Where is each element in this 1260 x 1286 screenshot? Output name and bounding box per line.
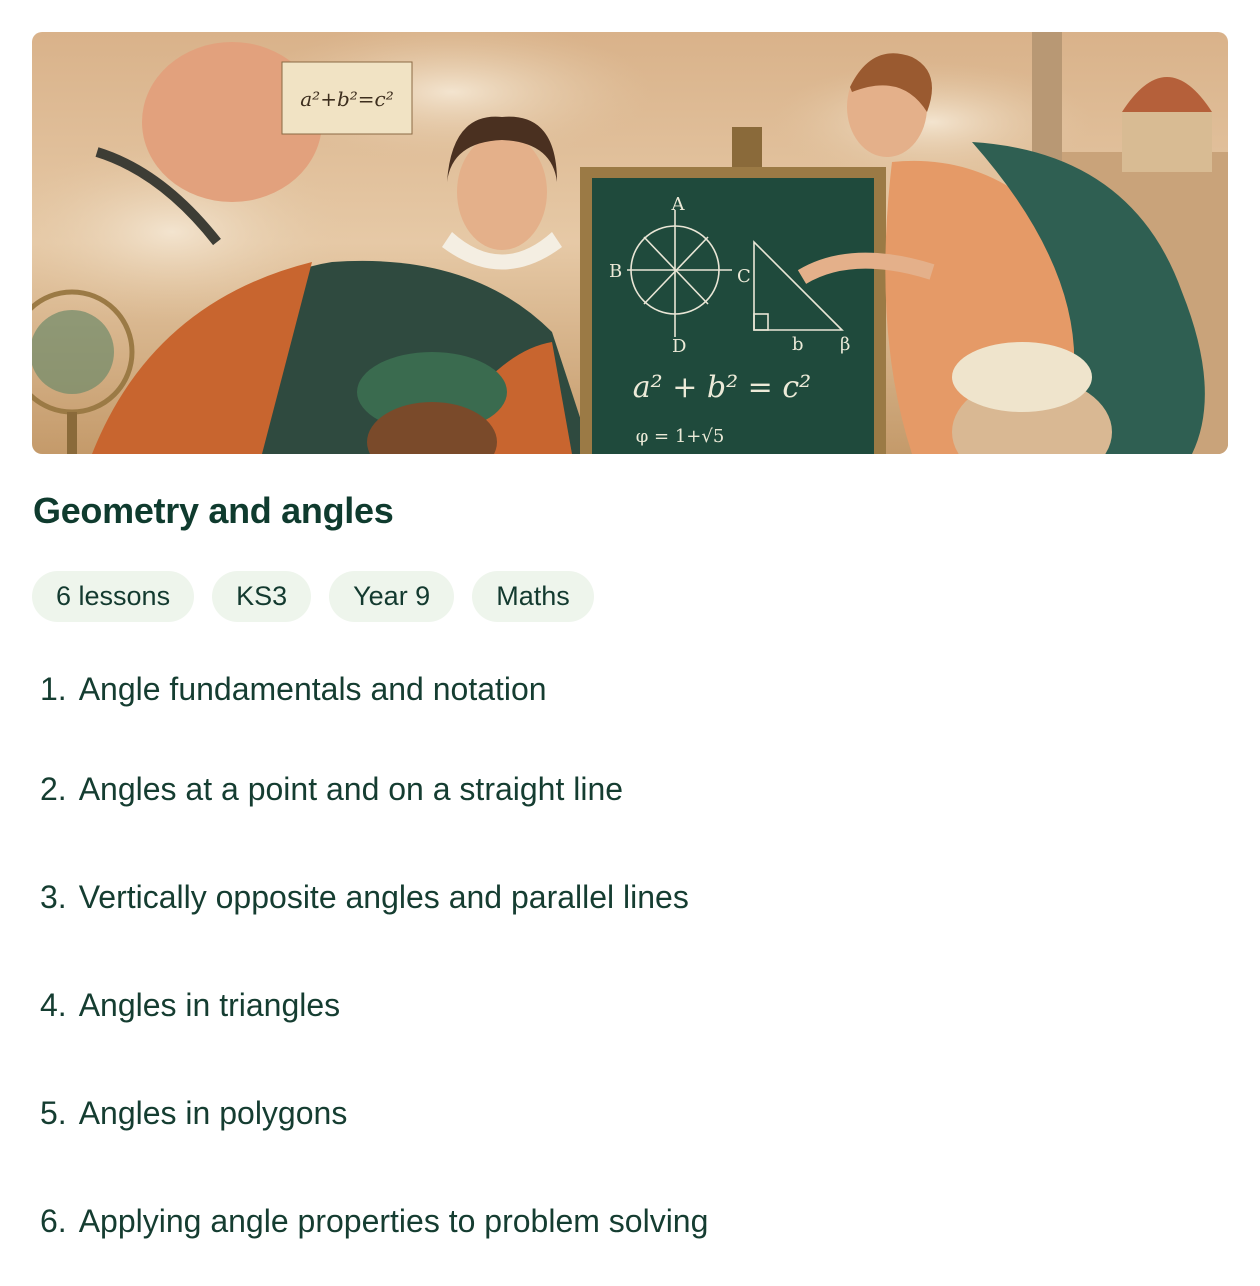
lesson-title: Angles in triangles — [78, 987, 341, 1023]
lesson-number: 3. — [40, 879, 67, 915]
sign-formula: a²+b²=c² — [300, 87, 394, 111]
lesson-item-2[interactable] — [40, 771, 623, 808]
lesson-item-3[interactable] — [40, 879, 689, 916]
lesson-item-5[interactable] — [40, 1095, 347, 1132]
lesson-title: Angles in polygons — [78, 1095, 348, 1131]
unit-tags — [32, 571, 594, 622]
svg-text:b: b — [792, 334, 804, 355]
lesson-number: 4. — [40, 987, 67, 1023]
lesson-number: 1. — [40, 671, 67, 707]
lesson-item-4[interactable] — [40, 987, 340, 1024]
lesson-item-6[interactable] — [40, 1203, 708, 1240]
svg-text:C: C — [737, 266, 751, 287]
tag-lesson-count: 6 lessons — [32, 571, 194, 622]
svg-text:A: A — [671, 194, 685, 215]
lesson-title: Angle fundamentals and notation — [78, 671, 547, 707]
board-phi-formula: φ = 1+√5 — [635, 426, 725, 447]
lesson-item-1[interactable] — [40, 671, 547, 708]
tag-key-stage: KS3 — [212, 571, 311, 622]
unit-hero-image — [32, 32, 1228, 454]
board-formula: a² + b² = c² — [632, 370, 812, 405]
tag-subject: Maths — [472, 571, 594, 622]
tag-year: Year 9 — [329, 571, 454, 622]
svg-text:β: β — [840, 334, 851, 355]
unit-title: Geometry and angles — [33, 490, 394, 531]
lesson-title: Applying angle properties to problem solving — [78, 1203, 709, 1239]
lesson-title: Angles at a point and on a straight line — [78, 771, 624, 807]
svg-text:D: D — [672, 336, 687, 357]
svg-text:B: B — [609, 261, 623, 282]
lesson-title: Vertically opposite angles and parallel lines — [78, 879, 689, 915]
lesson-number: 5. — [40, 1095, 67, 1131]
lesson-number: 6. — [40, 1203, 67, 1239]
lesson-number: 2. — [40, 771, 67, 807]
